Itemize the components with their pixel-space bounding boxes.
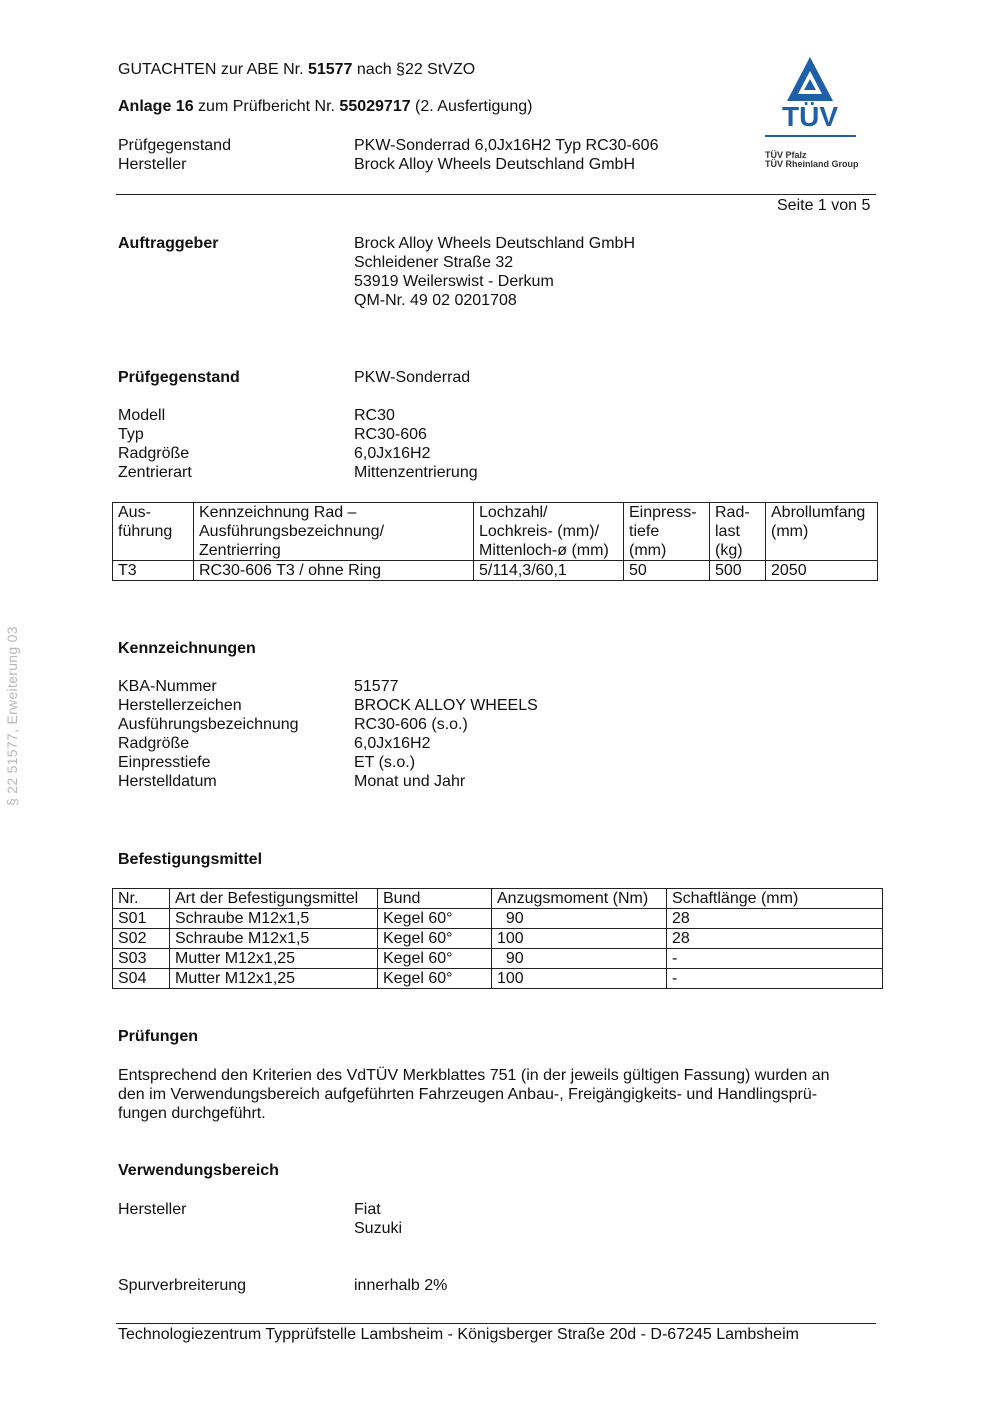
- header-value-pruefgegenstand: PKW-Sonderrad 6,0Jx16H2 Typ RC30-606: [354, 137, 659, 154]
- pruefungen-title: Prüfungen: [118, 1028, 198, 1045]
- befestigung-header-cell: Schaftlänge (mm): [667, 889, 883, 909]
- befestigung-cell: 28: [667, 929, 883, 949]
- auftraggeber-title: Auftraggeber: [118, 235, 219, 252]
- verwendung-hersteller-label: Hersteller: [118, 1201, 187, 1218]
- befestigung-cell: 100: [492, 969, 667, 989]
- kennzeichnungen-labels: KBA-Nummer Herstellerzeichen Ausführungsbezeichnung Radgröße Einpresstiefe Herstelldatum: [118, 678, 299, 790]
- footer-divider: [116, 1323, 876, 1324]
- tuev-triangle-icon: [760, 55, 860, 105]
- kennzeichnungen-values: 51577 BROCK ALLOY WHEELS RC30-606 (s.o.) 6,0Jx16H2 ET (s.o.) Monat und Jahr: [354, 678, 538, 790]
- table-row: [113, 969, 883, 989]
- befestigung-cell: S02: [113, 929, 170, 949]
- wheel-cell: RC30-606 T3 / ohne Ring: [194, 561, 474, 581]
- wheel-header-cell: Kennzeichnung Rad – Ausführungsbezeichnung/ Zentrierring: [194, 503, 474, 561]
- pruefgegenstand-value: PKW-Sonderrad: [354, 369, 471, 386]
- tuev-logo-text: TÜV: [782, 101, 838, 132]
- report-title: GUTACHTEN zur ABE Nr. 51577 nach §22 StVZO: [118, 61, 476, 78]
- wheel-header-cell: Einpress- tiefe (mm): [624, 503, 710, 561]
- wheel-cell: 500: [710, 561, 766, 581]
- wheel-cell: 2050: [766, 561, 878, 581]
- befestigung-cell: 100: [492, 929, 667, 949]
- attachment-line: Anlage 16 zum Prüfbericht Nr. 55029717 (2. Ausfertigung): [118, 98, 533, 115]
- wheel-cell: 5/114,3/60,1: [474, 561, 624, 581]
- befestigung-cell: Kegel 60°: [378, 969, 492, 989]
- wheel-table: [112, 502, 878, 581]
- auftraggeber-address: Brock Alloy Wheels Deutschland GmbH Schleidener Straße 32 53919 Weilerswist - Derkum QM-Nr. 49 02 0201708: [354, 235, 635, 309]
- table-row: [113, 561, 878, 581]
- befestigung-cell: S04: [113, 969, 170, 989]
- kennzeichnungen-title: Kennzeichnungen: [118, 640, 256, 657]
- befestigung-cell: -: [667, 949, 883, 969]
- befestigung-cell: Kegel 60°: [378, 929, 492, 949]
- side-watermark-text: § 22 51577, Erweiterung 03: [4, 626, 20, 806]
- befestigung-cell: Kegel 60°: [378, 949, 492, 969]
- befestigung-header-cell: Nr.: [113, 889, 170, 909]
- befestigung-title: Befestigungsmittel: [118, 851, 263, 868]
- wheel-header-cell: Abrollumfang (mm): [766, 503, 878, 561]
- befestigung-table: [112, 888, 883, 989]
- befestigung-cell: Kegel 60°: [378, 909, 492, 929]
- wheel-table-header: [113, 503, 878, 561]
- header-label-hersteller: Hersteller: [118, 156, 187, 173]
- tuev-logo: [760, 55, 860, 175]
- befestigung-cell: -: [667, 969, 883, 989]
- verwendung-hersteller-list: Fiat Suzuki: [354, 1201, 403, 1237]
- header-value-hersteller: Brock Alloy Wheels Deutschland GmbH: [354, 156, 635, 173]
- befestigung-cell: Schraube M12x1,5: [170, 909, 378, 929]
- wheel-header-cell: Aus- führung: [113, 503, 194, 561]
- tuev-logo-rule: [765, 135, 856, 137]
- befestigung-cell: Mutter M12x1,25: [170, 969, 378, 989]
- befestigung-table-header: [113, 889, 883, 909]
- befestigung-header-cell: Anzugsmoment (Nm): [492, 889, 667, 909]
- spurverbreiterung-value: innerhalb 2%: [354, 1277, 448, 1294]
- befestigung-cell: 90: [492, 949, 667, 969]
- wheel-cell: T3: [113, 561, 194, 581]
- table-row: [113, 949, 883, 969]
- wheel-header-cell: Lochzahl/ Lochkreis- (mm)/ Mittenloch-ø (mm): [474, 503, 624, 561]
- header-divider: [116, 194, 876, 195]
- befestigung-header-cell: Art der Befestigungsmittel: [170, 889, 378, 909]
- befestigung-cell: 28: [667, 909, 883, 929]
- pruefgegenstand-values: RC30 RC30-606 6,0Jx16H2 Mittenzentrierung: [354, 407, 478, 481]
- spurverbreiterung-label: Spurverbreiterung: [118, 1277, 247, 1294]
- table-row: [113, 929, 883, 949]
- befestigung-cell: S01: [113, 909, 170, 929]
- pruefungen-text: Entsprechend den Kriterien des VdTÜV Merkblattes 751 (in der jeweils gültigen Fassung) wurden an den im Verwendungsbereich aufgeführten Fahrzeugen Anbau-, Freigängigkeits- und Handlingsprü- fungen durchgeführt.: [118, 1067, 830, 1122]
- footer-text: Technologiezentrum Typprüfstelle Lambsheim - Königsberger Straße 20d - D-67245 Lambsheim: [118, 1326, 799, 1343]
- befestigung-cell: S03: [113, 949, 170, 969]
- tuev-logo-sub1: TÜV Pfalz: [765, 150, 807, 160]
- wheel-header-cell: Rad- last (kg): [710, 503, 766, 561]
- tuev-logo-sub2: TÜV Rheinland Group: [765, 159, 859, 169]
- verwendungsbereich-title: Verwendungsbereich: [118, 1162, 279, 1179]
- pruefgegenstand-title: Prüfgegenstand: [118, 369, 240, 386]
- header-label-pruefgegenstand: Prüfgegenstand: [118, 137, 231, 154]
- table-row: [113, 909, 883, 929]
- pruefgegenstand-labels: Modell Typ Radgröße Zentrierart: [118, 407, 192, 481]
- befestigung-header-cell: Bund: [378, 889, 492, 909]
- page-number: Seite 1 von 5: [777, 197, 871, 214]
- befestigung-cell: 90: [492, 909, 667, 929]
- befestigung-cell: Schraube M12x1,5: [170, 929, 378, 949]
- befestigung-cell: Mutter M12x1,25: [170, 949, 378, 969]
- wheel-cell: 50: [624, 561, 710, 581]
